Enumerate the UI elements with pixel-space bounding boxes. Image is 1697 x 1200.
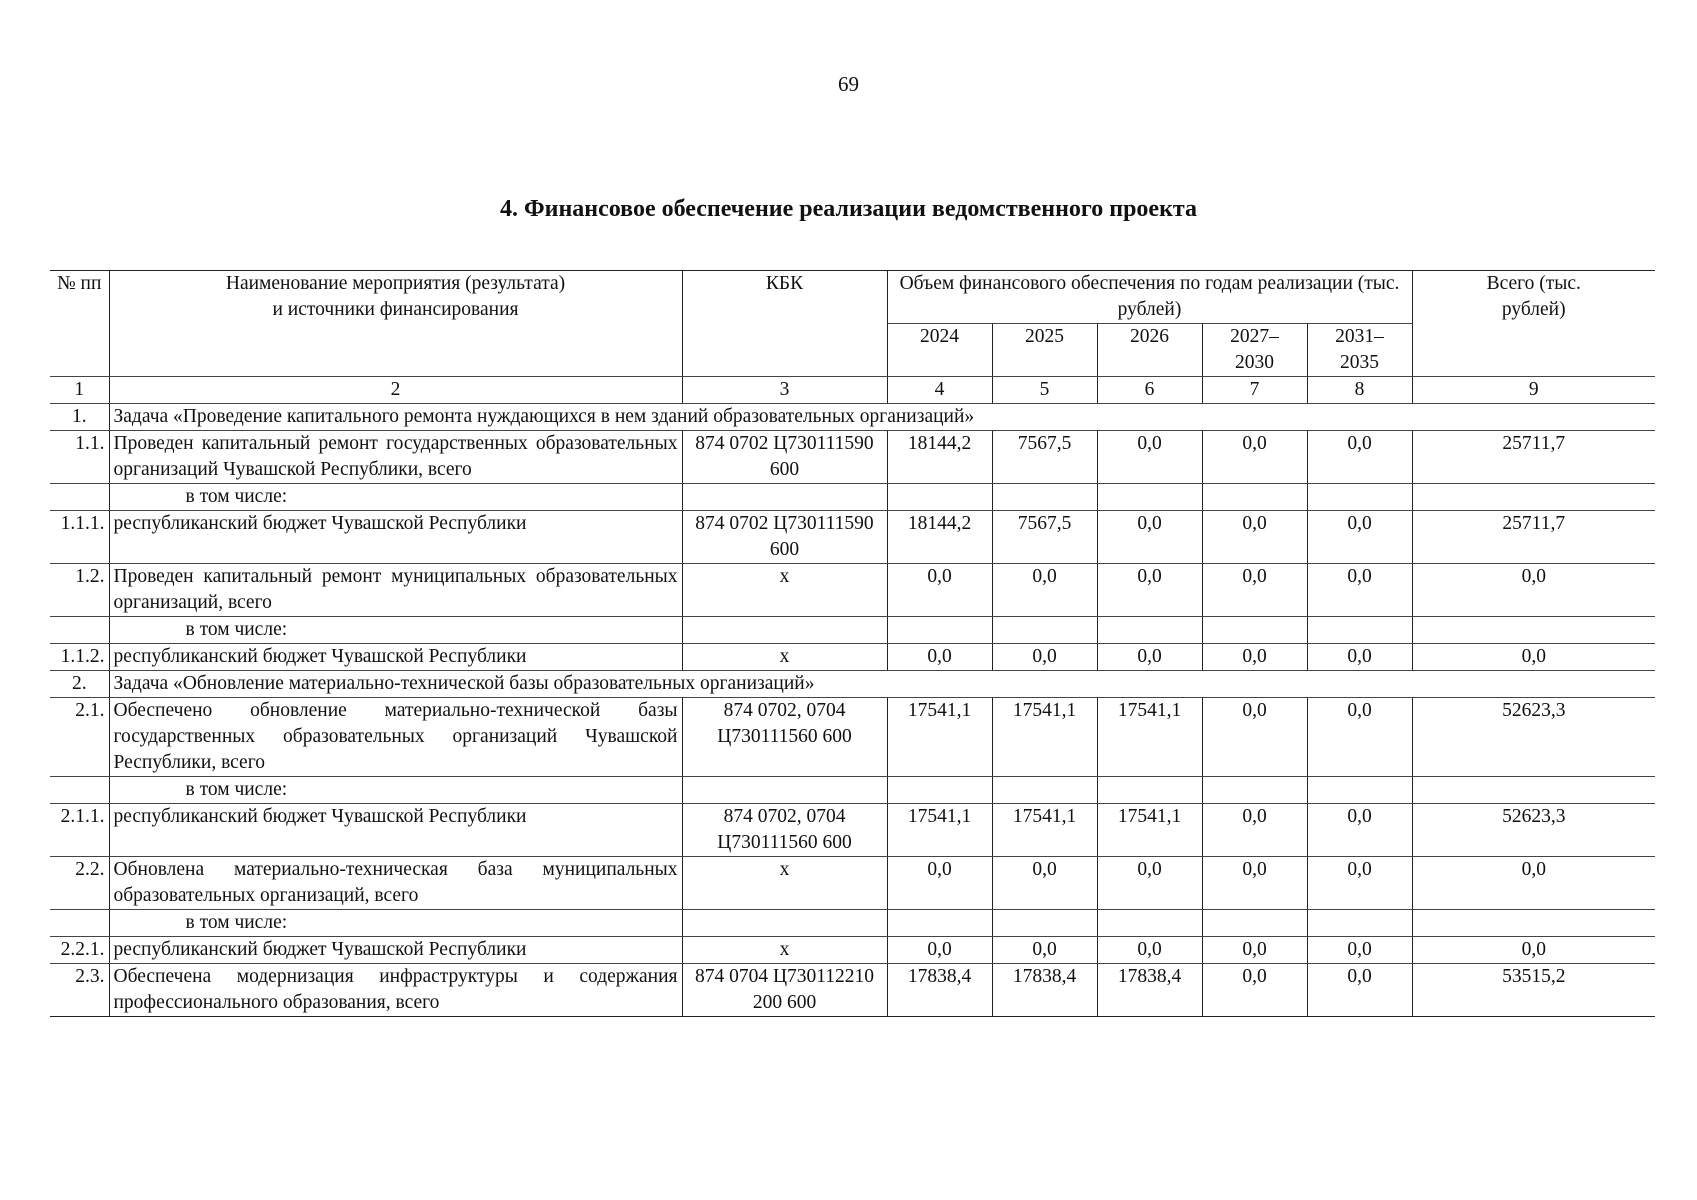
empty-cell: [1097, 910, 1202, 937]
column-number: 8: [1307, 377, 1412, 404]
empty-cell: [887, 484, 992, 511]
year-value: 0,0: [1202, 564, 1307, 617]
section-title: 4. Финансовое обеспечение реализации ведомственного проекта: [500, 196, 1197, 222]
table-row: [50, 698, 1655, 777]
empty-cell: [1202, 484, 1307, 511]
year-value: 0,0: [1307, 564, 1412, 617]
year-value: 17838,4: [1097, 964, 1202, 1017]
row-number: 2.1.: [50, 698, 109, 777]
including-row: [50, 617, 1655, 644]
row-name: Проведен капитальный ремонт муниципальных образовательных организаций, всего: [109, 564, 682, 617]
year-value: 0,0: [1202, 431, 1307, 484]
header-total: Всего (тыс. рублей): [1412, 271, 1655, 377]
header-year: 2024: [887, 324, 992, 377]
row-number: 2.3.: [50, 964, 109, 1017]
including-row: [50, 910, 1655, 937]
year-value: 0,0: [887, 564, 992, 617]
empty-cell: [1307, 910, 1412, 937]
empty-cell: [1307, 777, 1412, 804]
financing-table: [50, 270, 1655, 1017]
year-value: 17541,1: [1097, 804, 1202, 857]
row-total: 0,0: [1412, 937, 1655, 964]
task-row: [50, 404, 1655, 431]
row-kbk: 874 0702, 0704 Ц730111560 600: [682, 698, 887, 777]
year-value: 0,0: [1202, 804, 1307, 857]
header-year: 2031–2035: [1307, 324, 1412, 377]
year-value: 0,0: [1097, 857, 1202, 910]
year-value: 0,0: [1307, 431, 1412, 484]
row-name: республиканский бюджет Чувашской Республики: [109, 644, 682, 671]
including-row: [50, 777, 1655, 804]
row-name: республиканский бюджет Чувашской Республики: [109, 937, 682, 964]
header-num: № пп: [50, 271, 109, 377]
empty-cell: [682, 910, 887, 937]
table-row: [50, 431, 1655, 484]
year-value: 0,0: [1307, 964, 1412, 1017]
year-value: 18144,2: [887, 431, 992, 484]
year-value: 0,0: [1097, 937, 1202, 964]
empty-cell: [887, 910, 992, 937]
column-number: 2: [109, 377, 682, 404]
task-title: Задача «Проведение капитального ремонта нуждающихся в нем зданий образовательных организаций»: [109, 404, 1655, 431]
row-number: 1.: [50, 404, 109, 431]
table-row: [50, 937, 1655, 964]
year-value: 0,0: [887, 857, 992, 910]
year-value: 0,0: [1202, 857, 1307, 910]
task-title: Задача «Обновление материально-технической базы образовательных организаций»: [109, 671, 1655, 698]
year-value: 0,0: [1097, 644, 1202, 671]
empty-cell: [992, 910, 1097, 937]
year-value: 17838,4: [887, 964, 992, 1017]
row-total: 53515,2: [1412, 964, 1655, 1017]
year-value: 17541,1: [992, 698, 1097, 777]
column-number: 7: [1202, 377, 1307, 404]
table-row: [50, 644, 1655, 671]
empty-cell: [992, 484, 1097, 511]
year-value: 0,0: [1202, 644, 1307, 671]
empty-cell: [887, 777, 992, 804]
empty-cell: [682, 777, 887, 804]
row-number: 2.1.1.: [50, 804, 109, 857]
row-number: 2.2.1.: [50, 937, 109, 964]
row-name: Обеспечено обновление материально-технической базы государственных образовательных организаций Чувашской Республики, всего: [109, 698, 682, 777]
row-total: 0,0: [1412, 644, 1655, 671]
empty-cell: [1202, 617, 1307, 644]
column-number: 9: [1412, 377, 1655, 404]
year-value: 0,0: [992, 644, 1097, 671]
including-row: [50, 484, 1655, 511]
row-kbk: х: [682, 857, 887, 910]
empty-cell: [682, 484, 887, 511]
table-row: [50, 511, 1655, 564]
year-value: 0,0: [887, 644, 992, 671]
row-kbk: 874 0702 Ц730111590 600: [682, 431, 887, 484]
header-volume: Объем финансового обеспечения по годам реализации (тыс. рублей): [887, 271, 1412, 324]
including-label: в том числе:: [109, 617, 682, 644]
table-row: [50, 964, 1655, 1017]
empty-cell: [1097, 777, 1202, 804]
column-number: 5: [992, 377, 1097, 404]
year-value: 7567,5: [992, 431, 1097, 484]
column-number: 4: [887, 377, 992, 404]
empty-cell: [1202, 777, 1307, 804]
empty-cell: [1307, 617, 1412, 644]
row-number: [50, 484, 109, 511]
empty-cell: [1412, 617, 1655, 644]
row-total: 0,0: [1412, 564, 1655, 617]
row-name: Обновлена материально-техническая база муниципальных образовательных организаций, всего: [109, 857, 682, 910]
year-value: 17541,1: [887, 804, 992, 857]
year-value: 17838,4: [992, 964, 1097, 1017]
year-value: 0,0: [1097, 511, 1202, 564]
year-value: 0,0: [1202, 511, 1307, 564]
year-value: 0,0: [1307, 698, 1412, 777]
empty-cell: [1307, 484, 1412, 511]
empty-cell: [682, 617, 887, 644]
including-label: в том числе:: [109, 777, 682, 804]
row-total: 25711,7: [1412, 431, 1655, 484]
row-number: 1.1.1.: [50, 511, 109, 564]
row-total: 0,0: [1412, 857, 1655, 910]
year-value: 0,0: [1307, 857, 1412, 910]
table-row: [50, 804, 1655, 857]
row-number: [50, 617, 109, 644]
year-value: 0,0: [887, 937, 992, 964]
page-number: 69: [838, 72, 859, 96]
year-value: 0,0: [992, 857, 1097, 910]
year-value: 0,0: [1202, 937, 1307, 964]
row-total: 25711,7: [1412, 511, 1655, 564]
row-name: республиканский бюджет Чувашской Республики: [109, 511, 682, 564]
empty-cell: [1097, 484, 1202, 511]
year-value: 17541,1: [992, 804, 1097, 857]
row-kbk: х: [682, 937, 887, 964]
row-total: 52623,3: [1412, 698, 1655, 777]
year-value: 7567,5: [992, 511, 1097, 564]
year-value: 0,0: [1307, 937, 1412, 964]
table-row: [50, 857, 1655, 910]
column-number: 6: [1097, 377, 1202, 404]
year-value: 0,0: [1307, 804, 1412, 857]
year-value: 0,0: [1097, 431, 1202, 484]
row-number: 2.: [50, 671, 109, 698]
row-kbk: 874 0704 Ц730112210 200 600: [682, 964, 887, 1017]
header-row: [50, 271, 1655, 324]
empty-cell: [1097, 617, 1202, 644]
year-value: 0,0: [1202, 964, 1307, 1017]
header-year: 2027–2030: [1202, 324, 1307, 377]
empty-cell: [1412, 910, 1655, 937]
empty-cell: [992, 777, 1097, 804]
year-value: 17541,1: [1097, 698, 1202, 777]
column-numbers-row: [50, 377, 1655, 404]
table-row: [50, 564, 1655, 617]
task-row: [50, 671, 1655, 698]
year-value: 17541,1: [887, 698, 992, 777]
header-kbk: КБК: [682, 271, 887, 377]
row-kbk: 874 0702, 0704 Ц730111560 600: [682, 804, 887, 857]
header-name: Наименование мероприятия (результата) и источники финансирования: [109, 271, 682, 377]
year-value: 0,0: [992, 564, 1097, 617]
empty-cell: [887, 617, 992, 644]
header-year: 2025: [992, 324, 1097, 377]
row-number: 1.1.: [50, 431, 109, 484]
year-value: 0,0: [1097, 564, 1202, 617]
year-value: 18144,2: [887, 511, 992, 564]
empty-cell: [1202, 910, 1307, 937]
empty-cell: [992, 617, 1097, 644]
row-number: [50, 910, 109, 937]
including-label: в том числе:: [109, 910, 682, 937]
column-number: 3: [682, 377, 887, 404]
header-year: 2026: [1097, 324, 1202, 377]
row-number: 2.2.: [50, 857, 109, 910]
row-total: 52623,3: [1412, 804, 1655, 857]
row-kbk: х: [682, 644, 887, 671]
row-name: Проведен капитальный ремонт государственных образовательных организаций Чувашской Республики, всего: [109, 431, 682, 484]
row-number: 1.1.2.: [50, 644, 109, 671]
row-number: [50, 777, 109, 804]
row-kbk: 874 0702 Ц730111590 600: [682, 511, 887, 564]
row-name: республиканский бюджет Чувашской Республики: [109, 804, 682, 857]
row-name: Обеспечена модернизация инфраструктуры и содержания профессионального образования, всего: [109, 964, 682, 1017]
including-label: в том числе:: [109, 484, 682, 511]
year-value: 0,0: [992, 937, 1097, 964]
year-value: 0,0: [1202, 698, 1307, 777]
column-number: 1: [50, 377, 109, 404]
empty-cell: [1412, 777, 1655, 804]
empty-cell: [1412, 484, 1655, 511]
row-number: 1.2.: [50, 564, 109, 617]
year-value: 0,0: [1307, 511, 1412, 564]
year-value: 0,0: [1307, 644, 1412, 671]
row-kbk: х: [682, 564, 887, 617]
